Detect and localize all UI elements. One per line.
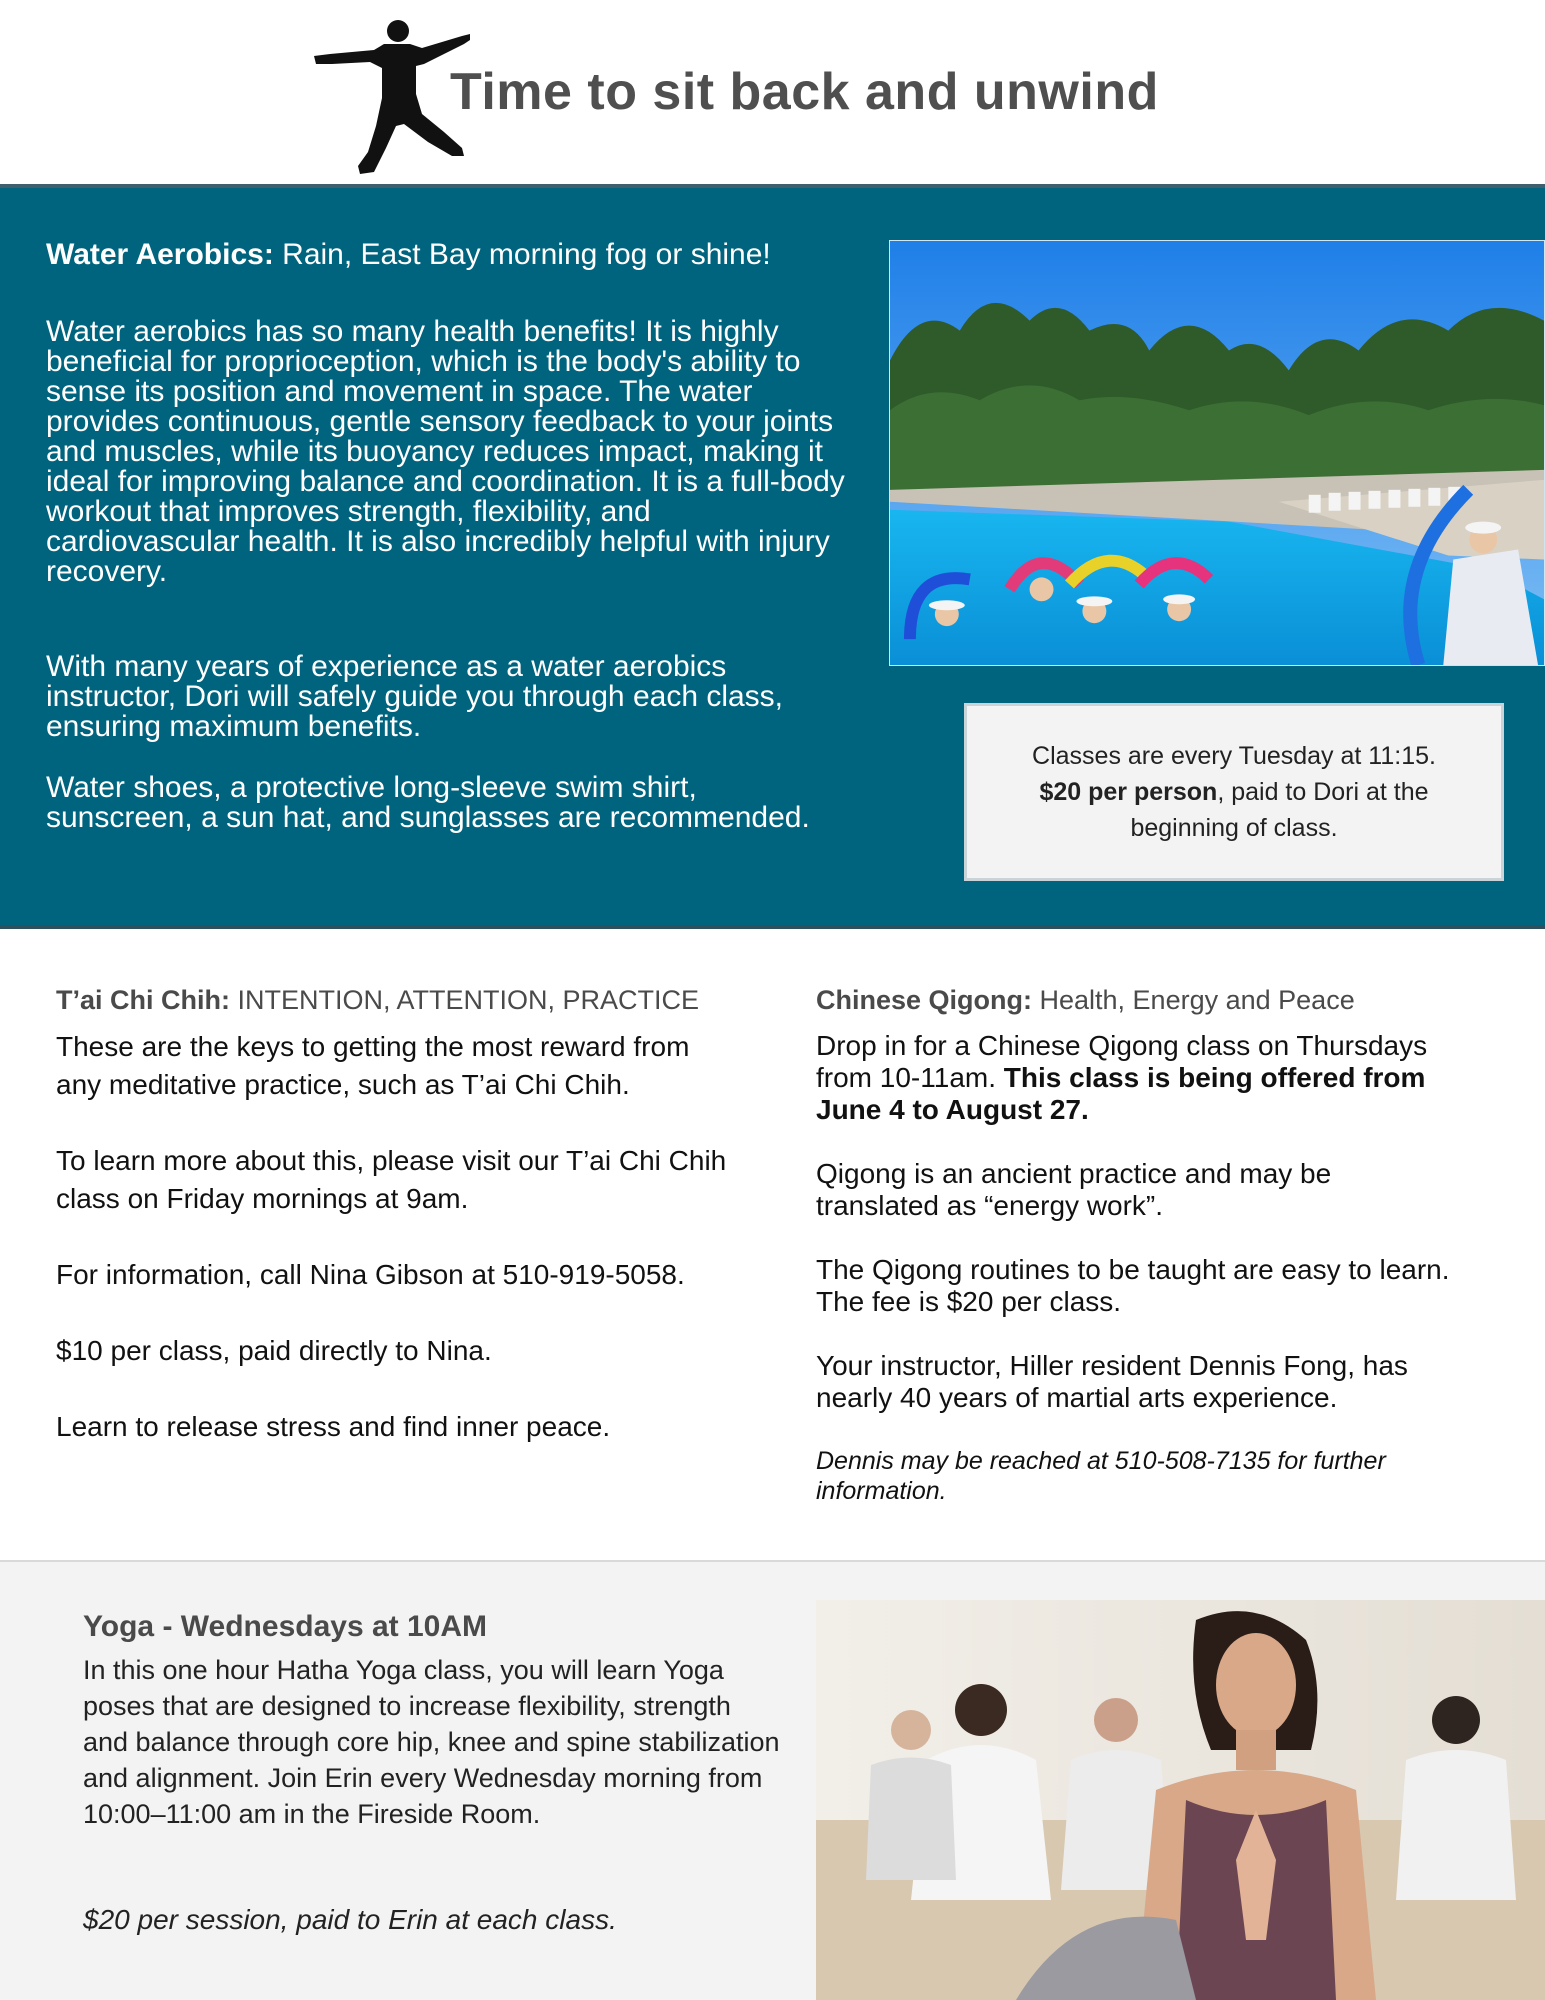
water-aerobics-heading (46, 238, 771, 272)
water-aerobics-paragraph-2: With many years of experience as a water aerobics instructor, Dori will safely guide you through each class, ensuring maximum benefits. (46, 650, 784, 743)
yoga-price: $20 per session, paid to Erin at each class. (83, 1904, 617, 1935)
page-header (0, 0, 1545, 184)
qigong-paragraph-1 (816, 1030, 1436, 1126)
water-aerobics-paragraph-3: Water shoes, a protective long-sleeve swim shirt, sunscreen, a sun hat, and sunglasses are recommended. (46, 771, 810, 834)
tai-chi-price: $10 per class, paid directly to Nina. (56, 1335, 492, 1366)
qigong-heading-bold: Chinese Qigong: (816, 985, 1032, 1015)
page-title: Time to sit back and unwind (450, 63, 1159, 121)
tai-chi-contact: For information, call Nina Gibson at 510-919-5058. (56, 1259, 685, 1290)
water-aerobics-paragraph-1: Water aerobics has so many health benefits! It is highly beneficial for proprioception, which is the body's ability to sense its position and movement in space. The water provides continuous, gentle sensory feedback to your joints and muscles, while its buoyancy reduces impact, making it ideal for improving balance and coordination. It is a full-body workout that improves strength, flexibility, and cardiovascular health. It is also incredibly helpful with injury recovery. (46, 315, 845, 588)
tai-chi-section (56, 985, 756, 1446)
qigong-contact-note: Dennis may be reached at 510-508-7135 for further information. (816, 1447, 1386, 1505)
yoga-description: In this one hour Hatha Yoga class, you will learn Yoga poses that are designed to increase flexibility, strength and balance through core hip, knee and spine stabilization and alignment. Join Erin every Wednesday morning from 10:00–11:00 am in the Fireside Room. (83, 1655, 780, 1829)
qigong-heading (816, 985, 1516, 1016)
tai-chi-paragraph-1: These are the keys to getting the most reward from any meditative practice, such as T’ai Chi Chih. (56, 1031, 690, 1100)
class-info-box (964, 703, 1504, 881)
yoga-heading: Yoga - Wednesdays at 10AM (83, 1610, 488, 1643)
water-aerobics-heading-rest: Rain, East Bay morning fog or shine! (273, 238, 771, 271)
qigong-section (816, 985, 1516, 1506)
water-aerobics-heading-bold: Water Aerobics: (46, 238, 274, 271)
tai-chi-heading-bold: T’ai Chi Chih: (56, 985, 230, 1015)
tai-chi-tagline: Learn to release stress and find inner peace. (56, 1411, 611, 1442)
class-schedule: Classes are every Tuesday at 11:15. (1032, 742, 1436, 770)
tai-chi-heading-rest: INTENTION, ATTENTION, PRACTICE (229, 985, 700, 1015)
tai-chi-paragraph-2: To learn more about this, please visit our T’ai Chi Chih class on Friday mornings at 9am. (56, 1145, 727, 1214)
qigong-paragraph-2: Qigong is an ancient practice and may be translated as “energy work”. (816, 1158, 1332, 1221)
tai-chi-heading (56, 985, 756, 1016)
class-price-bold: $20 per person (1039, 778, 1218, 806)
qigong-paragraph-3: The Qigong routines to be taught are easy to learn. The fee is $20 per class. (816, 1254, 1450, 1317)
qigong-paragraph-1-text: Drop in for a Chinese Qigong class on Thursdays from 10-11am. (816, 1030, 1428, 1093)
qigong-instructor: Your instructor, Hiller resident Dennis Fong, has nearly 40 years of martial arts experience. (816, 1350, 1408, 1413)
water-aerobics-section (0, 184, 1545, 929)
yoga-photo (816, 1600, 1545, 2000)
class-price (997, 774, 1471, 846)
qigong-dates: This class is being offered from June 4 to August 27. (816, 1062, 1426, 1125)
qigong-heading-rest: Health, Energy and Peace (1032, 985, 1355, 1015)
class-price-rest: , paid to Dori at the beginning of class. (1130, 778, 1429, 842)
tai-chi-silhouette-icon (312, 14, 472, 176)
pool-photo (889, 240, 1545, 666)
